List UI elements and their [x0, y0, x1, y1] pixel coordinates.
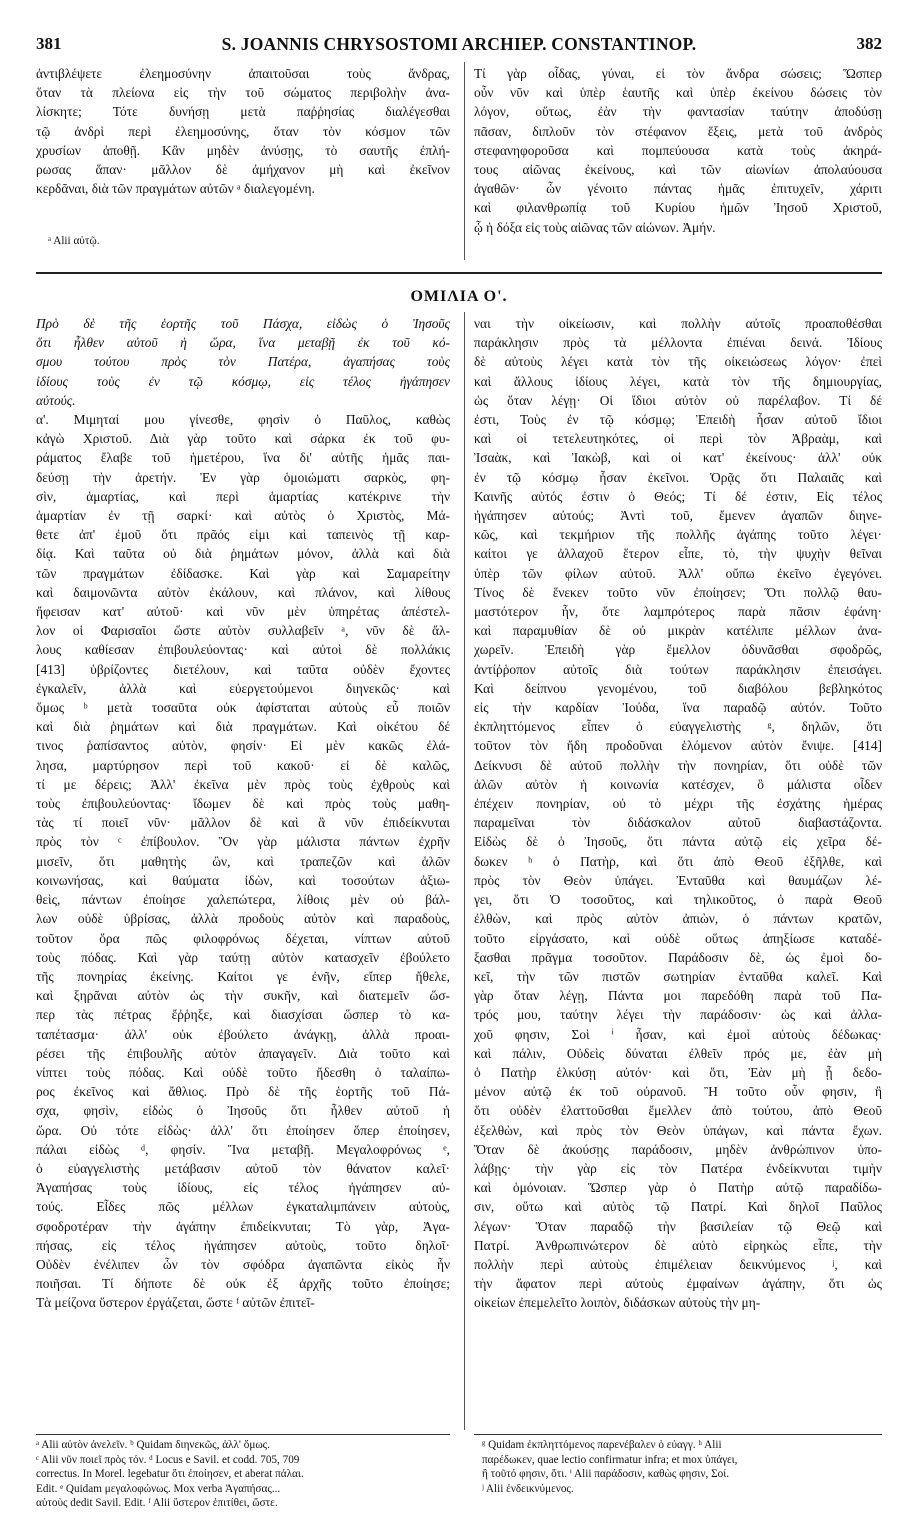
text-line: οἰκείων ἐπεμελεῖτο λοιπὸν, διδάσκων αὐτοὺς τὴν μη- — [474, 1295, 761, 1311]
text-line: πρὸς τὸν Θεὸν ὑπάγει. Ἐνταῦθα καὶ θαυμάζων λέ- — [474, 872, 882, 888]
text-line: ἐστι, Τοὺς ἐν τῷ κόσμῳ; Ἐπειδὴ ἦσαν αὐτοῦ ἴδιοι — [474, 412, 882, 428]
text-line: πήσας, εἰς τέλος ἠγάπησεν αὐτοὺς, τοῦτο δηλοῖ· — [36, 1237, 450, 1253]
text-line: Καὶ δείπνου γενομένου, τοῦ διαβόλου βεβληκότος — [474, 680, 882, 696]
text-line: ἁμαρτίαν ἐν τῇ σαρκί· καὶ αὐτὸς ὁ Χριστὸς, Μά- — [36, 508, 450, 524]
text-line: λον οἱ Φαρισαῖοι ὥστε αὐτὸν συλλαβεῖν ᵃ, νῦν δὲ ἄλ- — [36, 623, 450, 639]
text-line: περ τὰς πέτρας ἔῤῥηξε, καὶ διασχίσαι ὥσπερ τὸ κα- — [36, 1007, 450, 1023]
text-line: καὶ πάλιν, Οὐδεὶς δύναται ἐλθεῖν πρός με, ἐὰν μὴ — [474, 1045, 882, 1061]
text-line: Ἰσαὰκ, καὶ Ἰακὼβ, καὶ οἱ κατ' ἐκείνους· ἀλλ' οὐκ — [474, 450, 882, 466]
text-line: ρος ἐκεῖνος καὶ ἄθλιος. Πρὸ δὲ τῆς ἑορτῆς τοῦ Πά- — [36, 1084, 450, 1100]
top-column-divider — [464, 62, 465, 260]
text-line: Δείκνυσι δὲ αὐτοῦ πολλὴν τὴν πονηρίαν, ὅτι οὐδὲ τῶν — [474, 757, 882, 773]
text-line: ἐξελθὼν, καὶ πρὸς τὸν Θεὸν ὑπάγων, καὶ πάντα ἔχων. — [474, 1122, 882, 1138]
text-line: α'. Μιμηταί μου γίνεσθε, φησὶν ὁ Παῦλος, καθὼς — [36, 412, 450, 428]
running-title: S. JOANNIS CHRYSOSTOMI ARCHIEP. CONSTANTINOP. — [221, 34, 697, 54]
text-line: ᶜ Alii νῦν ποιεῖ πρὸς τόν. ᵈ Locus e Savil. et codd. 705, 709 — [36, 1453, 300, 1466]
text-line: τὰς τί ποιεῖ νῦν· μᾶλλον δὲ καὶ ἃ νῦν ἐπιδείκνυται — [36, 815, 450, 831]
text-line: ἰδίους τοὺς ἐν τῷ κόσμῳ, εἰς τέλος ἠγάπησεν — [36, 373, 450, 389]
text-line: θετε ἀπ' ἐμοῦ ὅτι πρᾶός εἰμι καὶ ταπεινὸς τῇ καρ- — [36, 527, 450, 543]
text-line: ἢ τοῦτό φησιν, ὅτι. ⁱ Alii παράδοσιν, καθὼς φησιν, Σοί. — [482, 1468, 730, 1481]
text-line: Τί γὰρ οἶδας, γύναι, εἰ τὸν ἄνδρα σώσεις; Ὥσπερ — [474, 66, 882, 81]
text-line: τῷ ἀνδρὶ περὶ ἐλεημοσύνης, ὅταν τὸν κόσμον τῶν — [36, 123, 450, 139]
text-line: τούς. Εἶδες πῶς μέλλων ἐγκαταλιμπάνειν αὐτοὺς, — [36, 1199, 450, 1215]
text-line: σχα, φησὶν, εἰδὼς ὁ Ἰησοῦς ὅτι ἦλθεν αὐτοῦ ἡ — [36, 1103, 450, 1119]
text-line: εἰς τὴν καρδίαν Ἰούδα, ἵνα παραδῷ αὐτόν. Τοῦτο — [474, 700, 882, 716]
text-line: παρέδωκεν, quae lectio confirmatur infra; et mox ὑπάγει, — [482, 1453, 738, 1466]
text-line: πᾶσαν, διπλοῦν τὸν στέφανον ἕξεις, μετὰ τοῦ ἀνδρὸς — [474, 123, 882, 139]
text-line: νίπτει τοὺς πόδας. Καὶ οὐδὲ τοῦτο ἤδεσθη ὁ ταλαίπω- — [36, 1064, 450, 1080]
left-footnotes — [36, 1438, 450, 1528]
section-rule — [36, 272, 882, 274]
text-line: ὑπὲρ τῶν φίλων αὐτοῦ. Ἀλλ' οὔπω ἐκεῖνο ἐγεγόνει. — [474, 565, 882, 581]
text-line: κἀγὼ Χριστοῦ. Διὰ γὰρ τοῦτο καὶ σάρκα ἐκ τοῦ φυ- — [36, 431, 450, 447]
homily-title: ΟΜΙΛΙΑ Ο'. — [410, 288, 508, 305]
text-line: ὅταν τὰ πλείονα εἰς τὴν τοῦ σώματος περιβολὴν ἀνα- — [36, 85, 450, 101]
text-line: ἀγαθῶν· ὧν γένοιτο πάντας ἡμᾶς ἐπιτυχεῖν, χάριτι — [474, 181, 882, 197]
text-line: κῶς, καὶ τεκμήριον τῆς πολλῆς ἀγάπης τοῦτο λέγει· — [474, 527, 882, 543]
text-line: χοῦ φησιν, Σοὶ ⁱ ἦσαν, καὶ ἐμοὶ αὐτοὺς δέδωκας· — [474, 1026, 882, 1042]
text-line: κερδᾶναι, διὰ τῶν πραγμάτων αὐτῶν ᵃ διαλεγομένη. — [36, 181, 315, 197]
text-line: καὶ ὁμόνοιαν. Ὥσπερ γὰρ ὁ Πατὴρ αὐτῷ παραδίδω- — [474, 1180, 882, 1196]
text-line: τρός μου, ταύτην λέγει τὴν παράδοσιν· ὡς καὶ ἀλλα- — [474, 1007, 882, 1023]
left-body-text — [36, 410, 450, 1313]
text-line: Πρὸ δὲ τῆς ἑορτῆς τοῦ Πάσχα, εἰδὼς ὁ Ἰησοῦς — [36, 316, 450, 331]
text-line: καὶ δαιμονῶντα αὐτὸν ἐκάλουν, καὶ πλάνον, καὶ λίθους — [36, 584, 450, 600]
text-line: ἐλθὼν, καὶ πρὸς αὐτὸν ἀπιὼν, ὁ πάντων κρατῶν, — [474, 911, 882, 927]
text-line: ἐν τῷ κόσμῳ ἦσαν ἐκεῖνοι. Ὁρᾷς ὅτι Παλαιᾶς καὶ — [474, 469, 882, 485]
text-line: λόγον, οὕτως, ἐὰν τὴν φαντασίαν ταύτην ἀποδύσῃ — [474, 104, 882, 120]
right-body-text — [474, 314, 882, 1313]
text-line: τους αἰῶνας ἐκείνους, καὶ τῶν αἰωνίων ἀπολαύουσα — [474, 162, 882, 178]
text-line: καὶ παραμυθίαν δὲ οὐ μικρὰν κατέλιπε μέλλων ἀνα- — [474, 623, 882, 639]
text-line: τοὺς ἐπιβουλεύοντας· ἴδωμεν δὲ καὶ πρὸς τοὺς μαθη- — [36, 796, 450, 812]
text-line: τὴν ἄφατον περὶ αὐτοὺς ἐμφαίνων ἀγάπην, ὅτι ὡς — [474, 1276, 882, 1292]
text-line: πάλαι εἰδὼς ᵈ, φησίν. Ἵνα μεταβῇ. Μεγαλοφρόνως ᵉ, — [36, 1141, 450, 1157]
text-line: correctus. In Morel. legebatur ὅτι ἐποίησεν, et aberat πάλαι. — [36, 1468, 304, 1481]
text-line: ὅτι ἦλθεν αὐτοῦ ἡ ὥρα, ἵνα μεταβῇ ἐκ τοῦ κό- — [36, 335, 450, 351]
text-line: ʲ Alii ἐνδεικνύμενος. — [482, 1482, 574, 1495]
text-line: Εἰδὼς δὲ ὁ Ἰησοῦς, ὅτι πάντα αὐτῷ εἰς χεῖρα δέ- — [474, 834, 882, 850]
text-line: στεφανηφοροῦσα καὶ πομπεύουσα κατὰ τοὺς ἀκηρά- — [474, 142, 882, 158]
text-line: κεῖ, τὴν τῶν πιστῶν σωτηρίαν ἐνταῦθα καλεῖ. Καὶ — [474, 968, 882, 984]
text-line: οὖν νῦν καὶ ὑπὲρ ἑαυτῆς καὶ ὑπὲρ ἐκείνου δώσεις τὸν — [474, 85, 882, 101]
text-line: καὶ φιλανθρωπίᾳ τοῦ Κυρίου ἡμῶν Ἰησοῦ Χριστοῦ, — [474, 200, 882, 216]
right-column — [474, 314, 882, 1430]
right-footnote-text — [482, 1438, 882, 1496]
text-line: κοινωνήσας, καὶ θαύματα ἰδὼν, καὶ τοσούτων ἀξιω- — [36, 872, 450, 888]
text-line: Ἀγαπήσας τοὺς ἰδίους, εἰς τέλος ἠγάπησεν αὐ- — [36, 1180, 450, 1196]
text-line: δίᾳ. Καὶ ταῦτα οὐ διὰ ῥημάτων μόνον, ἀλλὰ καὶ διὰ — [36, 546, 450, 562]
text-line: λέγων· Ὅταν παραδῷ τὴν βασιλείαν τῷ Θεῷ καὶ — [474, 1218, 882, 1234]
text-line: τοῦτο εἰργάσατο, καὶ οὐδὲ οὕτως ἀπηξίωσε καταδέ- — [474, 930, 882, 946]
text-line: ὅτι οὐδὲν ἐλαττοῦσθαι ἔμελλεν ἀπὸ τούτου, ἀπὸ Θεοῦ — [474, 1103, 882, 1119]
text-line: καὶ ἄλλους ἰδίους λέγει, κατὰ τὸν τῆς δημιουργίας, — [474, 373, 882, 389]
text-line: παράκλησιν πρὸς τὰ μέλλοντα ἐπιέναι δεινά. Ἰδίους — [474, 335, 882, 351]
text-line: ράματος ἔλαβε τοῦ ἡμετέρου, ἵνα δι' αὐτῆς ἡμᾶς παι- — [36, 450, 450, 466]
text-line: ᵃ Alii αὐτὸν ἀνελεῖν. ᵇ Quidam διηνεκῶς, ἀλλ' ὅμως. — [36, 1439, 270, 1451]
text-line: ἠγάπησεν αὐτούς; Ἀντὶ τοῦ, ἔμενεν ἀγαπῶν διηνε- — [474, 508, 882, 524]
text-line: γὰρ ὅταν λέγῃ, Πάντα μοι παρεδόθη παρὰ τοῦ Πα- — [474, 988, 882, 1004]
text-line: Καινῆς αὐτός ἐστιν ὁ Θεός; Τί δέ ἐστιν, Εἰς τέλος — [474, 488, 882, 504]
text-line: καίτοι γε ἀλλαχοῦ ἕτερον εἶπε, τὸ, τὴν ψυχὴν θεῖναι — [474, 546, 882, 562]
text-line: ναι τὴν οἰκείωσιν, καὶ πολλὴν αὐτοῖς προαποθέσθαι — [474, 316, 882, 331]
text-line: τοὺς πόδας. Καὶ γὰρ ταύτῃ αὐτὸν κατασχεῖν ἐβούλετο — [36, 949, 450, 965]
text-line: ἁλῶν αὐτὸν ἡ κοινωνία κατέσχεν, ὃ μάλιστα οἶδεν — [474, 776, 882, 792]
text-line: ἐγκαλεῖν, ἀλλὰ καὶ εὐεργετούμενοι διηνεκῶς· καὶ — [36, 680, 450, 696]
left-footnote-text — [36, 1438, 450, 1511]
text-line: Τὰ μείζονα ὕστερον ἐργάζεται, ὥστε ᶠ αὐτῶν ἐπιτεῖ- — [36, 1295, 315, 1311]
text-line: ὁ Πατὴρ ἑλκύσῃ αὐτόν· καὶ ὅτι, Ἐὰν μὴ ᾖ δεδο- — [474, 1064, 882, 1080]
top-left-footnote: ᵃ Alii αὐτῷ. — [48, 235, 100, 247]
page-header — [36, 34, 882, 56]
text-line: αὐτούς. — [36, 392, 76, 408]
text-line: χωρεῖν. Ἐπειδὴ γὰρ ἔμελλον ὀδυνᾶσθαι σφοδρῶς, — [474, 642, 882, 658]
text-line: ποιῆσαι. Τί δήποτε δὲ οὐκ ἐξ ἀρχῆς τοῦτο ἐποίησε; — [36, 1276, 450, 1292]
text-line: τί με δέρεις; Ἀλλ' ἐκεῖνα μὲν πρὸς τοὺς ἐχθροὺς καὶ — [36, 776, 450, 792]
page-number-left: 381 — [36, 34, 62, 53]
text-line: σφοδροτέραν τὴν ἀγάπην ἐπιδείκνυται; Τὸ γὰρ, Ἀγα- — [36, 1218, 450, 1234]
text-line: σμου τούτου πρὸς τὸν Πατέρα, ἀγαπήσας τοὺς — [36, 354, 450, 370]
main-column-divider — [464, 312, 465, 1430]
text-line: πολλὴν περὶ αὐτοὺς ἐπιμέλειαν δεικνύμενος ʲ, καὶ — [474, 1256, 882, 1272]
text-line: ἀντιβλέψετε ἐλεημοσύνην ἀπαιτοῦσαι τοὺς ἄνδρας, — [36, 66, 450, 81]
text-line: ἀντίῤῥοπον αὐτοῖς διὰ τούτων παράκλησιν ἐπεισάγει. — [474, 661, 882, 677]
top-right-text — [474, 64, 882, 237]
top-left-text — [36, 64, 450, 198]
text-line: λους καθίεσαν ἐπιβουλεύοντας· καὶ αὐτοὶ δὲ πολλάκις — [36, 642, 450, 658]
text-line: ὁ εὐαγγελιστὴς μετάβασιν αὐτοῦ τὸν θάνατον καλεῖ· — [36, 1160, 450, 1176]
text-line: καὶ ξηρᾶναι αὐτὸν ὡς τὴν συκῆν, καὶ διατεμεῖν ὥσ- — [36, 988, 450, 1004]
top-left-column — [36, 64, 450, 214]
top-left-footnote-block — [48, 234, 348, 254]
text-line: καὶ οἱ τετελευτηκότες, οἱ περὶ τὸν Ἀβραὰμ, καὶ — [474, 431, 882, 447]
text-line: τινος ῥαπίσαντος αὐτὸν, φησίν· Εἰ μὲν κακῶς ἐλά- — [36, 738, 450, 754]
text-line: δὲ αὐτοὺς λέγει κατὰ τὸν τῆς οἰκειώσεως λόγον· ἐπεὶ — [474, 354, 882, 370]
text-line: σιν, οὕτω καὶ αὐτὸς τῷ Πατρί. Καὶ δηλοῖ Παῦλος — [474, 1199, 882, 1215]
text-line: ταπέτασμα· ἀλλ' οὐκ ἐβούλετο ἀνάγκῃ, ἀλλὰ προαι- — [36, 1026, 450, 1042]
text-line: μαστότερον ἦν, ὅτε λαμπρότερος παρὰ πᾶσιν ἐφάνη· — [474, 604, 882, 620]
text-line: σὶν, ἁμαρτίας, καὶ περὶ ἁμαρτίας κατέκρινε τὴν — [36, 488, 450, 504]
text-line: λίσκητε; Τότε δυνήσῃ μετὰ παῤῥησίας διαλέγεσθαι — [36, 104, 450, 120]
right-footnote-rule — [474, 1434, 882, 1435]
text-line: θεὶς, πάντων ἐποίησε χαλεπώτερα, λίθοις μὲν οὐ βάλ- — [36, 892, 450, 908]
left-column — [36, 314, 450, 1430]
text-line: ἤφεισαν κατ' αὐτοῦ· καὶ νῦν μὲν ὑπηρέτας ἀπέστελ- — [36, 604, 450, 620]
text-line: ρωσας ἅπαν· μᾶλλον δὲ ἀμήχανον μὴ καὶ ἐκεῖνον — [36, 162, 450, 178]
text-line: λων οὐδὲ ὑβρίσας, ἀλλὰ προδοὺς αὐτὸν καὶ παραδοὺς, — [36, 911, 450, 927]
text-line: Τίνος δὲ ἕνεκεν τοῦτο νῦν ἐποίησεν; Ὅτι πολλῷ θαυ- — [474, 584, 882, 600]
text-line: Οὐδὲν ἐνέλιπεν ὧν τὸν σφόδρα ἀγαπῶντα εἰκὸς ἦν — [36, 1256, 450, 1272]
text-line: μένον αὐτῷ ἐκ τοῦ οὐρανοῦ. Ἢ τοῦτο οὖν φησιν, ἢ — [474, 1084, 882, 1100]
text-line: αὐτοὺς dedit Savil. Edit. ᶠ Alii ὕστερον ἐπιτίθει, ὥστε. — [36, 1497, 278, 1510]
text-line: παραμεῖναι τὸν διδάσκαλον αὐτοῦ διαβαστάζοντα. — [474, 815, 882, 831]
text-line: τοῦτον ὅρα πῶς φιλοφρόνως δέχεται, νίπτων αὐτοῦ — [36, 930, 450, 946]
text-line: ὅμως ᵇ μετὰ τοσαῦτα οὐκ ἀφίσταται αὐτοὺς εὖ ποιῶν — [36, 700, 450, 716]
text-line: ᾧ ἡ δόξα εἰς τοὺς αἰῶνας τῶν αἰώνων. Ἀμήν. — [474, 219, 716, 235]
text-line: λάβῃς· τὴν γὰρ εἰς τὸν Πατέρα ἐνδείκνυται τιμὴν — [474, 1160, 882, 1176]
text-line: Πατρί. Ἀνθρωπινώτερον δὲ αὐτὸ εἰρηκὼς εἶπε, τὴν — [474, 1237, 882, 1253]
lemma-text — [36, 314, 450, 410]
text-line: πρὸς τὸν ᶜ ἐπίβουλον. Ὃν γὰρ μάλιστα πάντων ἐχρῆν — [36, 834, 450, 850]
top-right-column — [474, 64, 882, 264]
text-line: δεύσῃ τὴν ἀρετήν. Ἐν γὰρ ὁμοιώματι σαρκὸς, φη- — [36, 469, 450, 485]
right-footnotes — [482, 1438, 882, 1528]
text-line: χρυσίων ἀποθῇ. Κἂν μηδὲν ἀνύσῃς, τὸ σαυτῆς ἐπλή- — [36, 142, 450, 158]
page-number-right: 382 — [856, 34, 882, 53]
text-line: Edit. ᵉ Quidam μεγαλοφώνως. Mox verba Ἀγαπήσας... — [36, 1482, 281, 1495]
text-line: καὶ διὰ ῥημάτων καὶ διὰ πραγμάτων. Καὶ οἰκέτου δέ — [36, 719, 450, 735]
left-footnote-rule — [36, 1434, 450, 1435]
text-line: ρέσει τῆς ἐπιβουλῆς αὐτὸν ἀπαγαγεῖν. Διὰ τοῦτο καὶ — [36, 1045, 450, 1061]
text-line: ὥρα. Οὐ τότε εἰδὼς· ἀλλ' ὅτι ἐποίησεν ὅπερ ἐποίησεν, — [36, 1122, 450, 1138]
text-line: ξασθαι πρᾶγμα τοσοῦτον. Παράδοσιν δὲ, ὡς ἐμοὶ δο- — [474, 949, 882, 965]
text-line: ᵍ Quidam ἐκπληττόμενος παρενέβαλεν ὁ εὐαγγ. ʰ Alii — [482, 1439, 722, 1451]
text-line: [413] ὑβρίζοντες διετέλουν, καὶ ταῦτα οὐδὲν ἔχοντες — [36, 661, 450, 677]
text-line: τῆς πονηρίας ἐκείνης. Καίτοι γε ἐνῆν, εἴπερ ἤθελε, — [36, 968, 450, 984]
text-line: ὡς ὅταν λέγῃ· Οἱ ἴδιοι αὐτὸν οὐ παρέλαβον. Τί δέ — [474, 392, 882, 408]
text-line: μισεῖν, ὅτι μαθητὴς ὢν, καὶ τραπεζῶν καὶ ἁλῶν — [36, 853, 450, 869]
text-line: Ὅταν δὲ ἀκούσῃς παράδοσιν, μηδὲν ἀνθρώπινον ὑπο- — [474, 1141, 882, 1157]
text-line: γει, ὅτι Ὁ τοσοῦτος, καὶ τηλικοῦτος, ὁ παρὰ Θεοῦ — [474, 892, 882, 908]
text-line: ἐκπληττόμενος εἶπεν ὁ εὐαγγελιστὴς ᵍ, δηλῶν, ὅτι — [474, 719, 882, 735]
text-line: τῶν πραγμάτων ἐδίδασκε. Καὶ γὰρ καὶ Σαμαρείτην — [36, 565, 450, 581]
text-line: δωκεν ʰ ὁ Πατὴρ, καὶ ὅτι ἀπὸ Θεοῦ ἐξῆλθε, καὶ — [474, 853, 882, 869]
text-line: τοῦτον τὸν ἤδη προδοῦναι ἑλόμενον αὐτὸν ἔνιψε. [414] — [474, 738, 882, 754]
text-line: ἐπέχειν πονηρίαν, οὐ τὸ μέχρι τῆς ἐσχάτης ἡμέρας — [474, 796, 882, 812]
text-line: λησα, μαρτύρησον περὶ τοῦ κακοῦ· εἰ δὲ καλῶς, — [36, 757, 450, 773]
